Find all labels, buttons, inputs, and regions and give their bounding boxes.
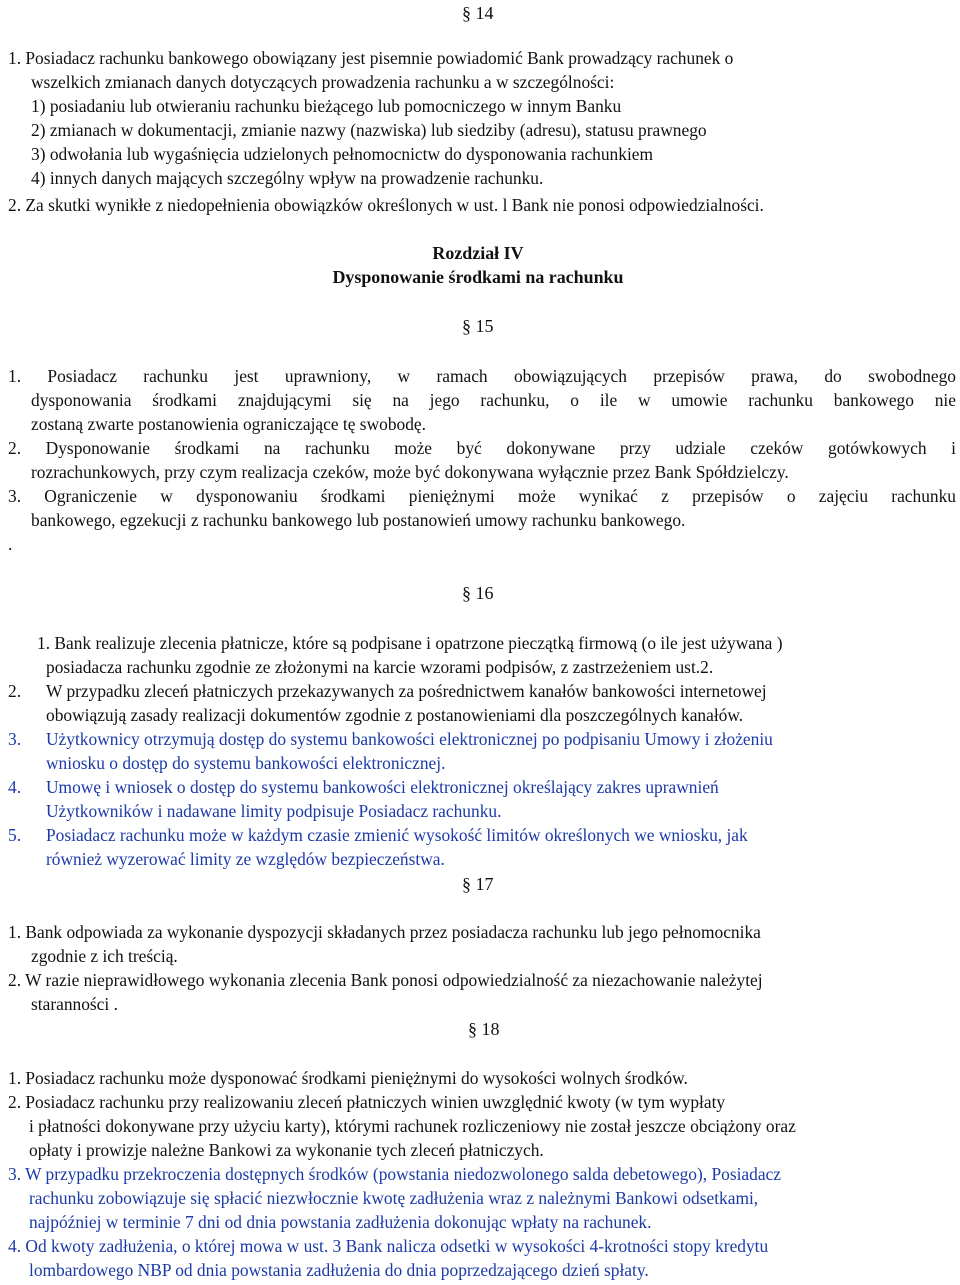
s18-p2-line-2: i płatności dokonywane przy użyciu karty), którymi rachunek rozliczeniowy nie został jeszcze obciążony oraz: [29, 1116, 796, 1136]
s16-p2-line-1: W przypadku zleceń płatniczych przekazywanych za pośrednictwem kanałów bankowości internetowej: [46, 681, 767, 701]
stray-dot: .: [8, 534, 13, 554]
s15-p1-line-2: dysponowania środkami znajdującymi się na jego rachunku, o ile w umowie rachunku bankowego nie: [31, 390, 956, 410]
s16-p3-number: 3.: [8, 729, 22, 749]
s15-p2-line-2: rozrachunkowych, przy czym realizacja czeków, może być dokonywana wyłącznie przez Bank Spółdzielczy.: [31, 462, 789, 482]
s17-p1-line-1: 1. Bank odpowiada za wykonanie dyspozycji składanych przez posiadacza rachunku lub jego pełnomocnika: [8, 922, 761, 942]
s16-p4-line-1: Umowę i wniosek o dostęp do systemu bankowości elektronicznej określający zakres uprawnień: [46, 777, 719, 797]
s16-p3-line-1: Użytkownicy otrzymują dostęp do systemu bankowości elektronicznej po podpisaniu Umowy i złożeniu: [46, 729, 773, 749]
s15-p1-line-3: zostaną zwarte postanowienia ograniczające tę swobodę.: [31, 414, 426, 434]
section-17-heading: § 17: [462, 874, 494, 894]
s17-p1-line-2: zgodnie z ich treścią.: [31, 946, 178, 966]
s16-p2-line-2: obowiązują zasady realizacji dokumentów zgodnie z postanowieniami dla poszczególnych kanałów.: [46, 705, 744, 725]
section-15-heading: § 15: [462, 316, 494, 336]
s16-p4-number: 4.: [8, 777, 22, 797]
s16-p5-line-2: również wyzerować limity ze względów bezpieczeństwa.: [46, 849, 445, 869]
s16-p2-number: 2.: [8, 681, 22, 701]
s18-p2-line-1: 2. Posiadacz rachunku przy realizowaniu zleceń płatniczych winien uwzględnić kwoty (w tym wypłaty: [8, 1092, 726, 1112]
chapter-subtitle: Dysponowanie środkami na rachunku: [332, 267, 624, 287]
s18-p1: 1. Posiadacz rachunku może dysponować środkami pieniężnymi do wysokości wolnych środków.: [8, 1068, 688, 1088]
s18-p3-line-3: najpóźniej w terminie 7 dni od dnia powstania zadłużenia dokonując wpłaty na rachunek.: [29, 1212, 652, 1232]
s14-item-3: 3) odwołania lub wygaśnięcia udzielonych pełnomocnictw do dysponowania rachunkiem: [31, 144, 654, 164]
section-18-heading: § 18: [468, 1019, 500, 1039]
chapter-title: Rozdział IV: [432, 243, 524, 263]
s16-p5-number: 5.: [8, 825, 22, 845]
s14-p1-line-2: wszelkich zmianach danych dotyczących prowadzenia rachunku a w szczególności:: [31, 72, 615, 92]
s18-p4-line-2: lombardowego NBP od dnia powstania zadłużenia do dnia poprzedzającego dzień spłaty.: [29, 1260, 649, 1280]
s18-p3-line-1: 3. W przypadku przekroczenia dostępnych środków (powstania niedozwolonego salda debetowego), Posiadacz: [8, 1164, 781, 1184]
s18-p3-line-2: rachunku zobowiązuje się spłacić niezwłocznie kwotę zadłużenia wraz z należnymi Bankowi odsetkami,: [29, 1188, 759, 1208]
s16-p5-line-1: Posiadacz rachunku może w każdym czasie zmienić wysokość limitów określonych we wniosku, jak: [46, 825, 748, 845]
s17-p2-line-1: 2. W razie nieprawidłowego wykonania zlecenia Bank ponosi odpowiedzialność za niezachowanie należytej: [8, 970, 763, 990]
s15-p3-line-1: 3. Ograniczenie w dysponowaniu środkami pieniężnymi może wynikać z przepisów o zajęciu rachunku: [8, 486, 956, 506]
s15-p1-line-1: 1. Posiadacz rachunku jest uprawniony, w ramach obowiązujących przepisów prawa, do swobodnego: [8, 366, 956, 386]
s14-item-1: 1) posiadaniu lub otwieraniu rachunku bieżącego lub pomocniczego w innym Banku: [31, 96, 622, 116]
s14-item-2: 2) zmianach w dokumentacji, zmianie nazwy (nazwiska) lub siedziby (adresu), statusu prawnego: [31, 120, 707, 140]
s16-p1-line-1: 1. Bank realizuje zlecenia płatnicze, które są podpisane i opatrzone pieczątką firmową (o ile jest używana ): [37, 633, 783, 653]
s16-p4-line-2: Użytkowników i nadawane limity podpisuje Posiadacz rachunku.: [46, 801, 502, 821]
s16-p3-line-2: wniosku o dostęp do systemu bankowości elektronicznej.: [46, 753, 446, 773]
section-14-heading: § 14: [462, 3, 494, 23]
s18-p2-line-3: opłaty i prowizje należne Bankowi za wykonanie tych zleceń płatniczych.: [29, 1140, 544, 1160]
s18-p4-line-1: 4. Od kwoty zadłużenia, o której mowa w ust. 3 Bank nalicza odsetki w wysokości 4-krotności stopy kredytu: [8, 1236, 769, 1256]
s14-p1-line-1: 1. Posiadacz rachunku bankowego obowiązany jest pisemnie powiadomić Bank prowadzący rachunek o: [8, 48, 734, 68]
s15-p3-line-2: bankowego, egzekucji z rachunku bankowego lub postanowień umowy rachunku bankowego.: [31, 510, 686, 530]
s14-p2: 2. Za skutki wynikłe z niedopełnienia obowiązków określonych w ust. l Bank nie ponosi odpowiedzialności.: [8, 195, 764, 215]
section-16-heading: § 16: [462, 583, 494, 603]
s16-p1-line-2: posiadacza rachunku zgodnie ze złożonymi na karcie wzorami podpisów, z zastrzeżeniem ust.2.: [46, 657, 714, 677]
s17-p2-line-2: staranności .: [31, 994, 118, 1014]
s14-item-4: 4) innych danych mających szczególny wpływ na prowadzenie rachunku.: [31, 168, 544, 188]
s15-p2-line-1: 2. Dysponowanie środkami na rachunku może być dokonywane przy udziale czeków gotówkowych i: [8, 438, 956, 458]
